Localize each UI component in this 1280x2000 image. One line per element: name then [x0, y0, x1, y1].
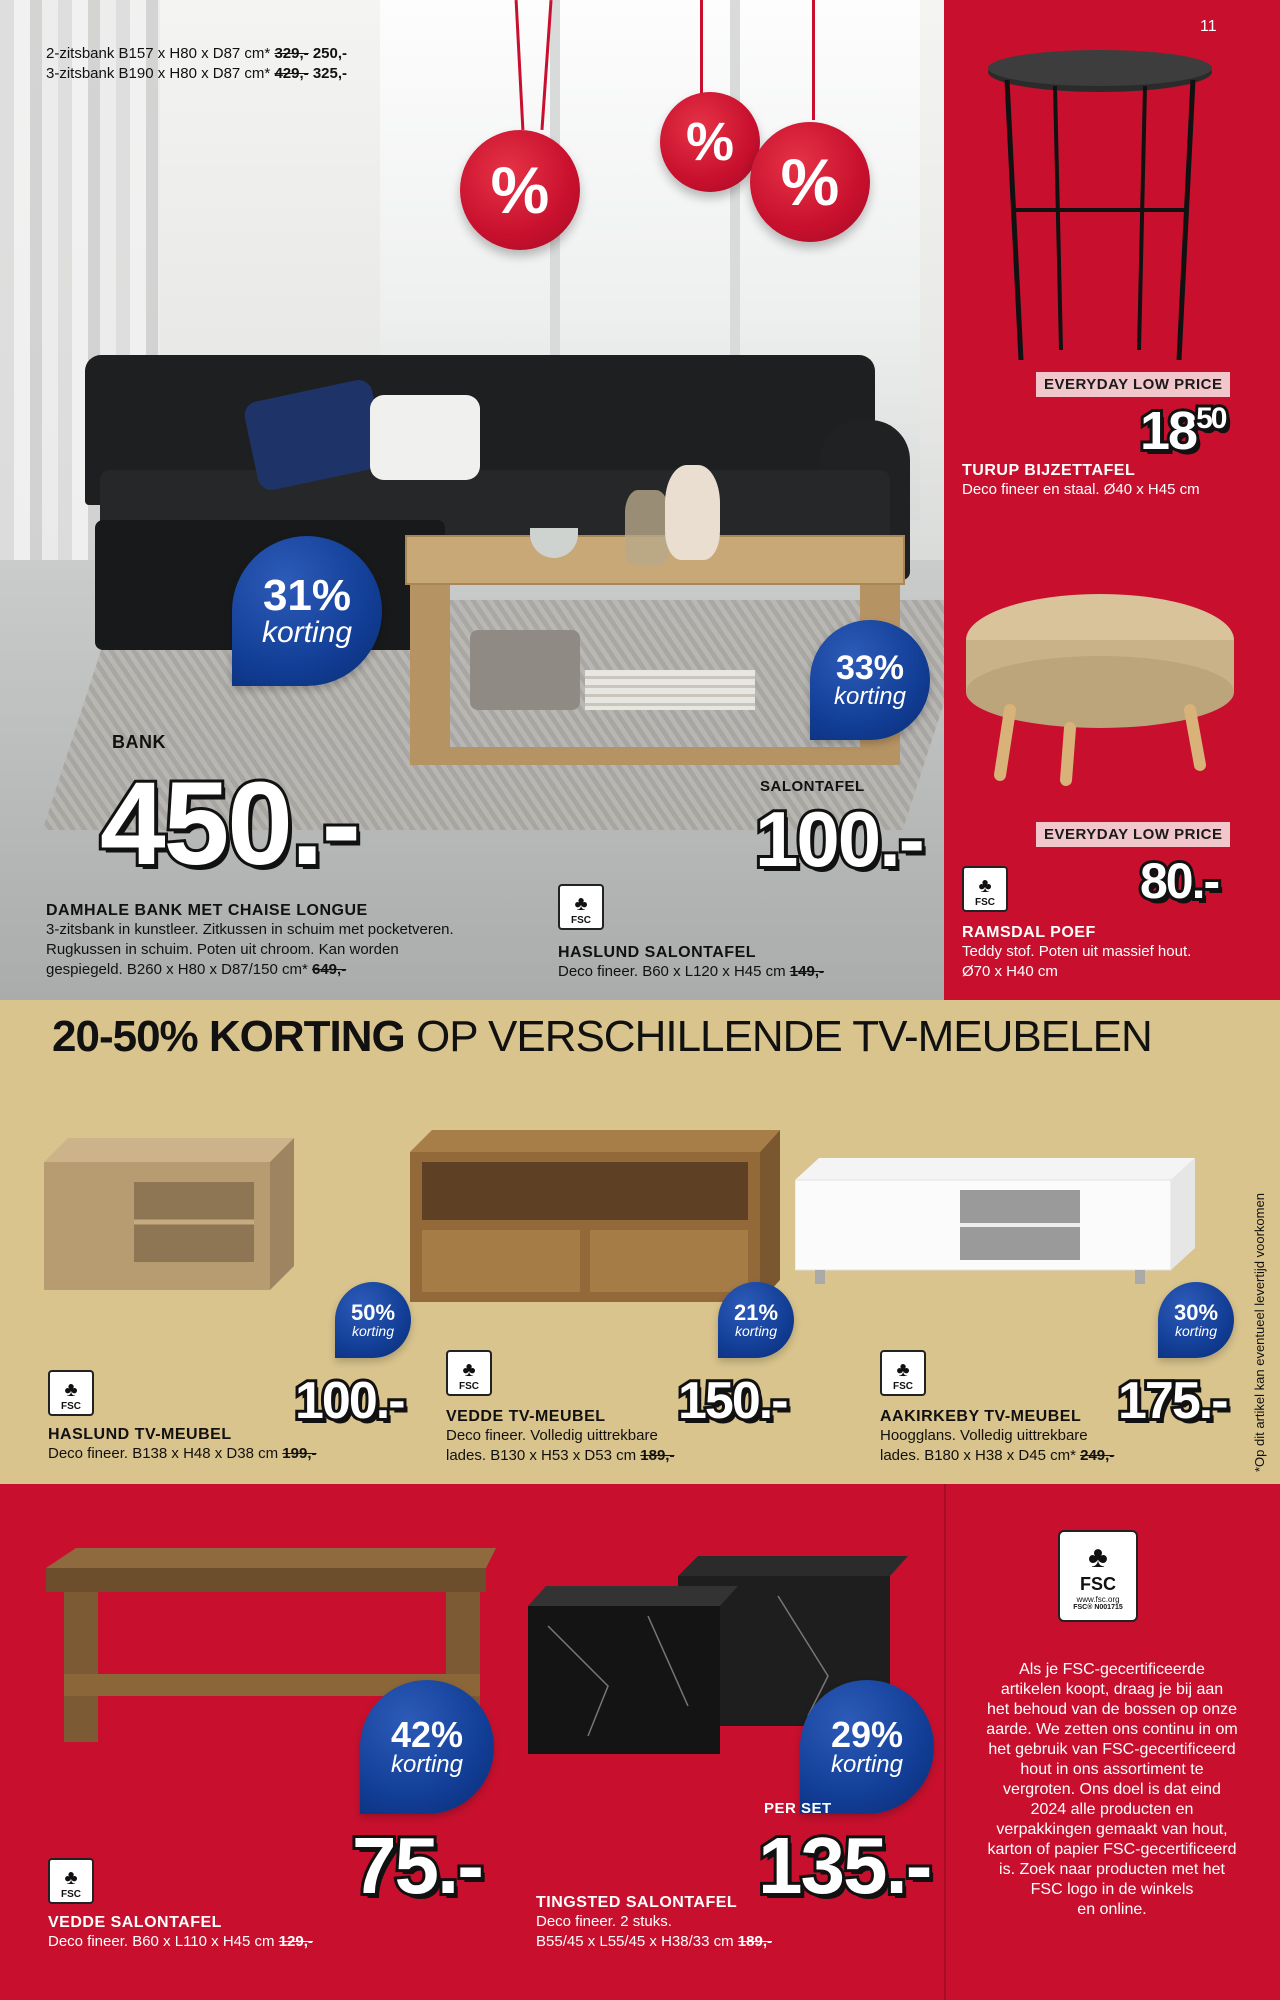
product-name: AAKIRKEBY TV-MEUBEL [880, 1408, 1082, 1425]
product-name: HASLUND SALONTAFEL [558, 944, 757, 961]
fsc-icon: ♣ FSC [446, 1350, 492, 1396]
tv-meubel-aakirkeby-image [795, 1158, 1195, 1293]
fsc-icon: ♣ FSC [880, 1350, 926, 1396]
everyday-low-price-label: EVERYDAY LOW PRICE [1036, 822, 1230, 847]
product-name: DAMHALE BANK MET CHAISE LONGUE [46, 902, 368, 919]
salontafel-category-label: SALONTAFEL [760, 778, 865, 795]
salontafel-info: HASLUND SALONTAFEL Deco fineer. B60 x L120 x H45 cm 149,- [558, 944, 898, 982]
tingsted-salontafel-info: TINGSTED SALONTAFEL Deco fineer. 2 stuks. B55/45 x L55/45 x H38/33 cm 189,- [536, 1894, 876, 1952]
pillow-white-image [370, 395, 480, 480]
bank-price: 450.- [100, 758, 359, 890]
fsc-icon: ♣ FSC [558, 884, 604, 930]
product-name: TURUP BIJZETTAFEL [962, 462, 1136, 479]
vedde-salontafel-info: VEDDE SALONTAFEL Deco fineer. B60 x L110 x H45 cm 129,- [48, 1914, 388, 1952]
product-name: RAMSDAL POEF [962, 924, 1096, 941]
fsc-logo-icon: ♣ FSC www.fsc.org FSC® N001715 [1058, 1530, 1138, 1622]
fsc-paragraph: Als je FSC-gecertificeerde artikelen koopt, draag je bij aan het behoud van de bossen op onze aarde. We zetten ons continu in om het gebruik van FSC-gecertificeerd hout in ons assortiment te vergroten. Ons doel is dat eind 2024 alle producten en verpakkingen gemaakt van hout, karton of papier FSC-gecertificeerd is. Zoek naar producten met het FSC logo in de winkels en online. [986, 1661, 1238, 1918]
tv-haslund-info: HASLUND TV-MEUBEL Deco fineer. B138 x H48 x D38 cm 199,- [48, 1426, 378, 1464]
everyday-low-price-label: EVERYDAY LOW PRICE [1036, 372, 1230, 397]
percent-tag: % [660, 92, 760, 192]
side-table-image [985, 50, 1215, 370]
tingsted-salontafel-price: 135.- [758, 1821, 931, 1910]
tv-meubel-vedde-image [410, 1130, 780, 1310]
disclaimer: *Op dit artikel kan eventueel levertijd voorkomen [1252, 1193, 1267, 1472]
tv-vedde-price: 150.- [678, 1372, 787, 1430]
basket-image [470, 630, 580, 710]
fsc-icon: ♣ FSC [962, 866, 1008, 912]
per-set-label: PER SET [764, 1800, 832, 1817]
size-row: 3-zitsbank B190 x H80 x D87 cm* 429,- 325,- [46, 65, 348, 82]
discount-badge: 21% korting [718, 1282, 794, 1358]
product-name: HASLUND TV-MEUBEL [48, 1426, 232, 1443]
poef-price: 80.- [1140, 853, 1219, 909]
section-headline: 20-50% KORTING OP VERSCHILLENDE TV-MEUBELEN [52, 1012, 1152, 1061]
size-list [46, 44, 347, 84]
tv-vedde-info: VEDDE TV-MEUBEL Deco fineer. Volledig uittrekbare lades. B130 x H53 x D53 cm 189,- [446, 1408, 746, 1466]
tv-aakirkeby-price: 175.- [1118, 1372, 1227, 1430]
discount-badge: 30% korting [1158, 1282, 1234, 1358]
tv-aakirkeby-info: AAKIRKEBY TV-MEUBEL Hoogglans. Volledig uittrekbare lades. B180 x H38 x D45 cm* 249,- [880, 1408, 1180, 1466]
vase-image [665, 465, 720, 560]
tv-meubel-haslund-image [44, 1138, 294, 1298]
product-name: VEDDE TV-MEUBEL [446, 1408, 606, 1425]
percent-tag: % [750, 122, 870, 242]
bijzettafel-price: $18^{50}$ [1140, 401, 1226, 461]
bijzettafel-info: TURUP BIJZETTAFEL Deco fineer en staal. Ø40 x H45 cm [962, 462, 1262, 500]
fsc-icon: ♣ FSC [48, 1370, 94, 1416]
discount-badge: 50% korting [335, 1282, 411, 1358]
pouf-image [960, 590, 1240, 790]
fsc-icon: ♣ FSC [48, 1858, 94, 1904]
bank-category-label: BANK [112, 732, 166, 752]
bottle-image [625, 490, 669, 565]
page-number: 11 [1200, 18, 1217, 35]
discount-badge: 33% korting [810, 620, 930, 740]
tv-haslund-price: 100.- [295, 1372, 404, 1430]
salontafel-price: 100.- [755, 795, 923, 883]
discount-badge: 29% korting [800, 1680, 934, 1814]
product-name: VEDDE SALONTAFEL [48, 1914, 222, 1931]
discount-badge: 42% korting [360, 1680, 494, 1814]
percent-tag: % [460, 130, 580, 250]
discount-badge: 31% korting [232, 536, 382, 686]
product-name: TINGSTED SALONTAFEL [536, 1894, 738, 1911]
poef-info: RAMSDAL POEF Teddy stof. Poten uit massief hout. Ø70 x H40 cm [962, 924, 1262, 982]
size-row: 2-zitsbank B157 x H80 x D87 cm* 329,- 250,- [46, 45, 348, 62]
vedde-salontafel-price: 75.- [352, 1821, 482, 1910]
bank-info: DAMHALE BANK MET CHAISE LONGUE 3-zitsbank in kunstleer. Zitkussen in schuim met pocketveren. Rugkussen in schuim. Poten uit chroom. Kan worden gespiegeld. B260 x H80 x D87/150 cm* 649,- [46, 902, 536, 980]
books-image [585, 670, 755, 710]
